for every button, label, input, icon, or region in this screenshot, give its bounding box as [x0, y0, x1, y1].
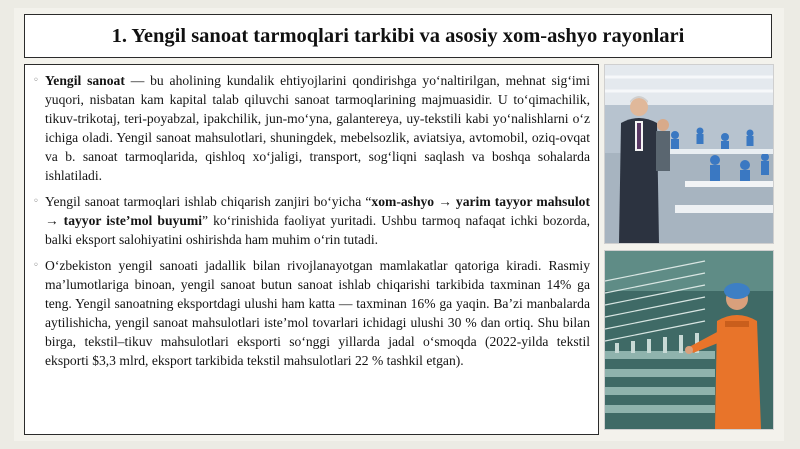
- paragraph-definition: [33, 71, 590, 185]
- chain-tail-text: ” ko‘rinishida faoliyat yuritadi. Ushbu tarmoq nafaqat ichki bozorda, balki eksport salohiyatini oshirishda ham muhim o‘rin tutadi.: [45, 213, 590, 247]
- bullet-icon: ◦: [33, 75, 39, 86]
- sewing-factory-illustration: [605, 65, 773, 243]
- slide: [14, 8, 784, 441]
- definition-text: — bu aholining kundalik ehtiyojlarini qondirishga yo‘naltirilgan, mehnat sig‘imi yuqori, nisbatan kam kapital talab qiluvchi sanoat tarmoqlarining majmuasidir. U to‘qimachilik, tikuv-trikotaj, teri-poyabzal, ipakchilik, jun-mo‘yna, galantereya, uy-tekstili kabi yo‘nalishlarni o‘z ichiga oladi. Yengil sanoat mahsulotlari, shuningdek, mebelsozlik, aviatsiya, avtomobil, oziq-ovqat va b. sanoat tarmoqlarida, qishloq xo‘jaligi, transport, sog‘liqni saqlash va boshqa sohalarda ishlatiladi.: [45, 73, 590, 183]
- paragraph-uzbekistan-stats: [33, 256, 590, 370]
- chain-lead-text: Yengil sanoat tarmoqlari ishlab chiqarish zanjiri bo‘yicha “: [45, 194, 372, 209]
- bullet-icon: ◦: [33, 260, 39, 271]
- sewing-factory-photo: [604, 64, 774, 244]
- paragraph-production-chain: [33, 192, 590, 249]
- stats-text: O‘zbekiston yengil sanoati jadallik bilan rivojlanayotgan mamlakatlar qatoriga kiradi. Rasmiy ma’lumotlariga binoan, yengil sanoat butun sanoat ishlab chiqarishi tarkibida taxminan 14% ga teng. Yengil sanoatning eksportdagi ulushi ham katta — taxminan 16% ga yaqin. Ba’zi manbalarda aytilishicha, yengil sanoat mahsulotlari iste’mol tovarlari ichidagi ulushi 30 % dan ortiq. Shu bilan birga, tekstil–tikuv mahsulotlari eksporti so‘nggi yillarda jadal o‘smoqda (2022-yilda tekstil eksporti $3,3 mlrd, eksport tarkibida tekstil mahsulotlari 22 % tashkil etgan).: [45, 258, 590, 368]
- production-chain: xom-ashyo → yarim tayyor mahsulot → tayyor iste’mol buyumi: [45, 194, 591, 228]
- textile-worker-photo: [604, 250, 774, 430]
- term-yengil-sanoat: Yengil sanoat: [45, 73, 125, 88]
- slide-title: 1. Yengil sanoat tarmoqlari tarkibi va asosiy xom-ashyo rayonlari: [111, 24, 685, 47]
- bullet-icon: ◦: [33, 196, 39, 207]
- content-box: [24, 64, 599, 435]
- textile-worker-illustration: [605, 251, 773, 429]
- title-box: [24, 14, 772, 58]
